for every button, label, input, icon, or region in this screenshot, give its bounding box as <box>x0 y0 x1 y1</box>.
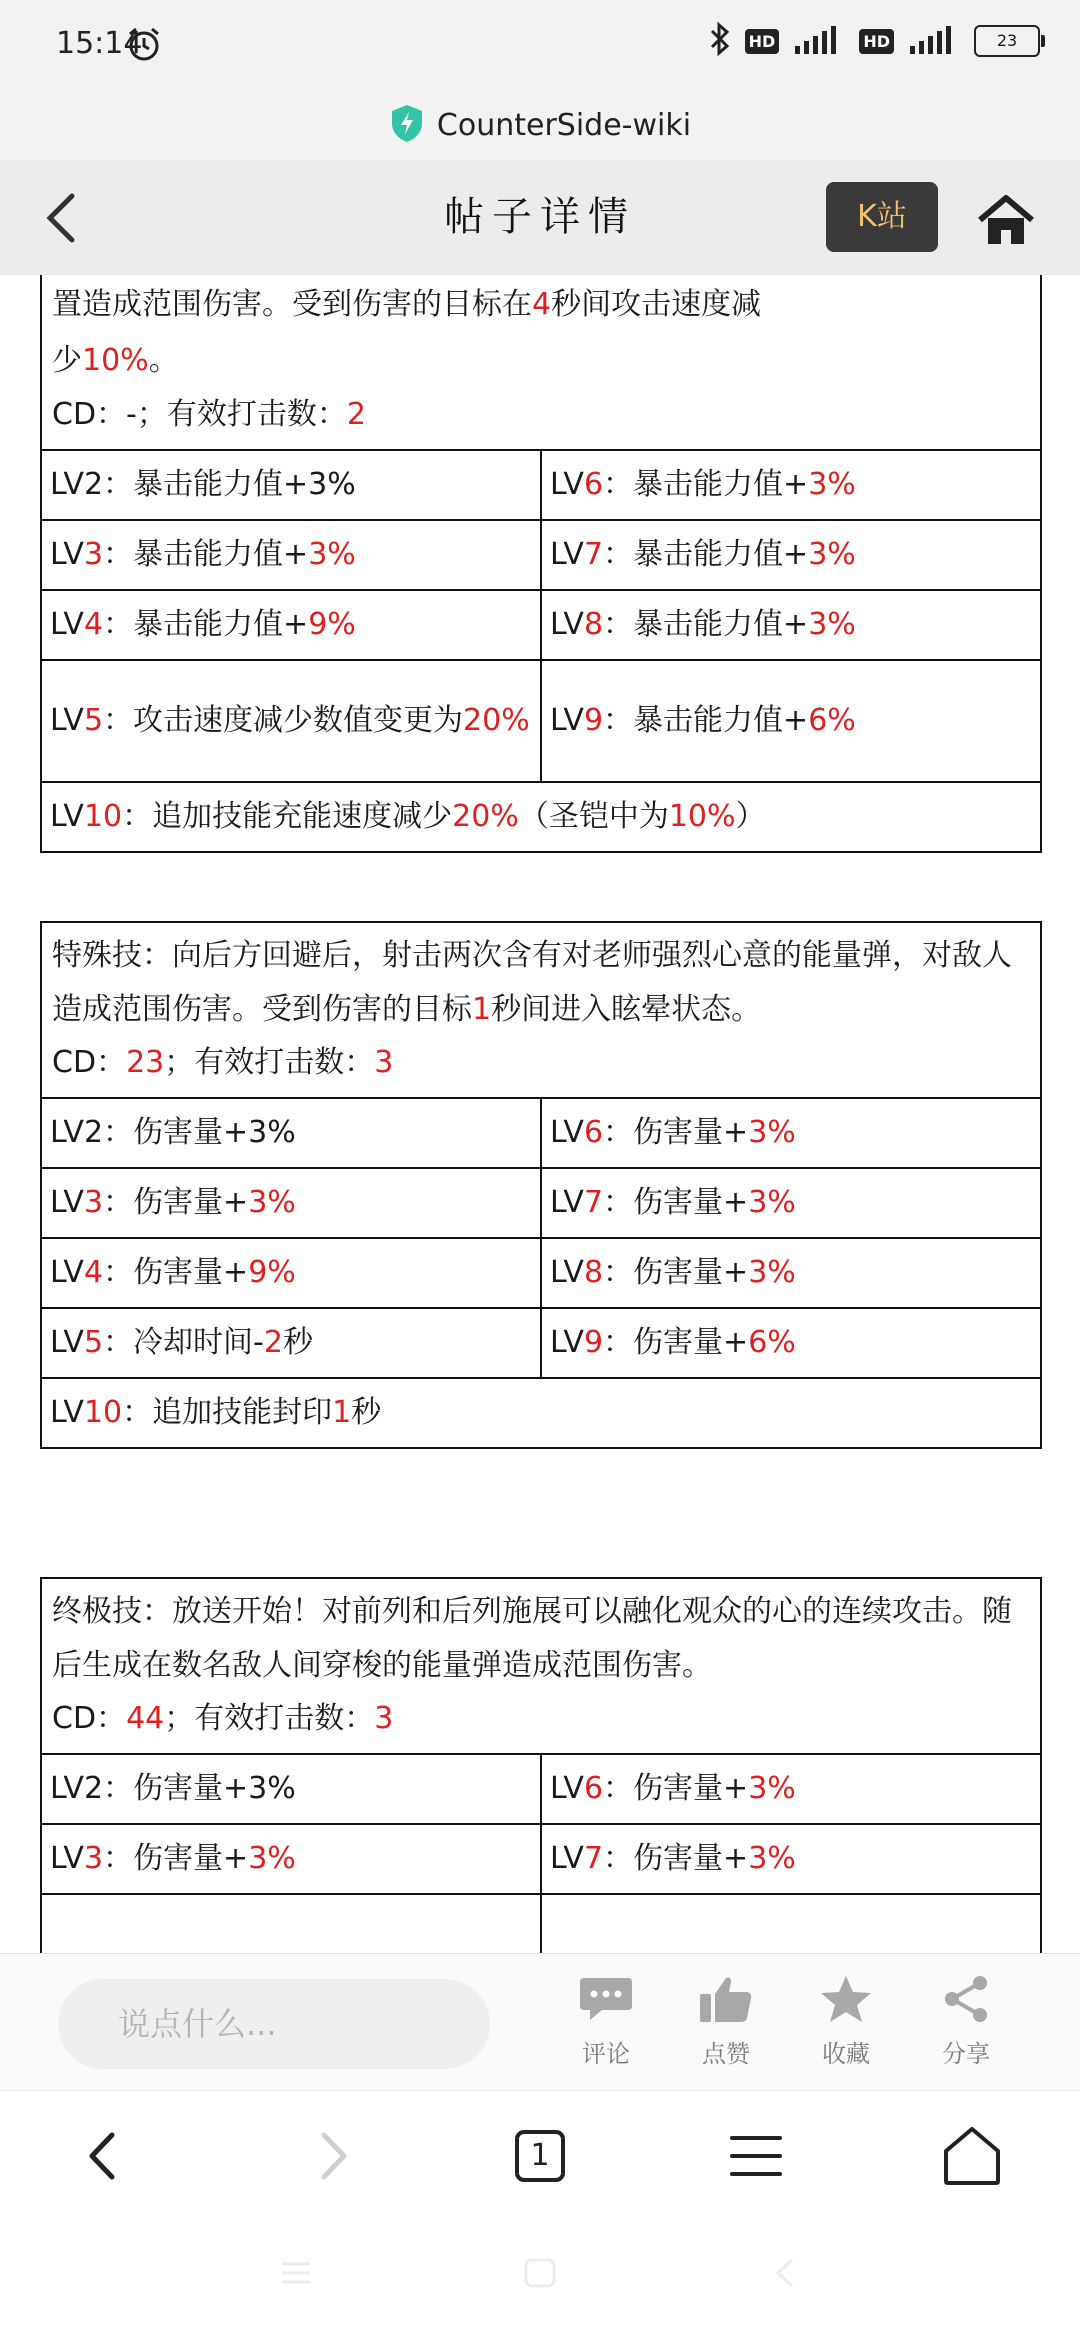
skill-description: 特殊技：向后方回避后，射击两次含有对老师强烈心意的能量弹，对敌人造成范围伤害。受到伤害的目标1秒间进入眩晕状态。 CD：23；有效打击数：3 <box>41 922 1041 1098</box>
skill-table-1 <box>40 275 1042 853</box>
page-title: 帖子详情 <box>444 194 636 240</box>
site-bar <box>0 90 1080 160</box>
thumbs-up-icon <box>698 2009 754 2028</box>
like-label: 点赞 <box>702 2040 750 2068</box>
system-nav-bar <box>0 2220 1080 2340</box>
signal-icon <box>793 22 845 60</box>
skill-table-2 <box>40 921 1042 1449</box>
battery-indicator: 23 <box>974 25 1040 57</box>
status-time: 15:14 <box>56 26 143 61</box>
comment-label: 评论 <box>582 2040 630 2068</box>
post-content <box>0 275 1080 1953</box>
table-row: LV10：追加技能封印1秒 <box>41 1378 1041 1448</box>
browser-toolbar <box>0 2090 1080 2221</box>
hd-badge-2: HD <box>859 29 894 54</box>
browser-forward-button[interactable] <box>290 2121 370 2191</box>
favorite-label: 收藏 <box>822 2040 870 2068</box>
home-button[interactable] <box>976 192 1036 252</box>
hd-badge: HD <box>745 29 780 54</box>
table-row: LV2：伤害量+3% LV6：伤害量+3% <box>41 1098 1041 1168</box>
site-title: CounterSide-wiki <box>436 107 692 143</box>
status-bar <box>0 0 1080 90</box>
skill-description: 置造成范围伤害。受到伤害的目标在4秒间攻击速度减 少10%。 CD：-；有效打击数：2 <box>41 275 1041 450</box>
table-row: LV3：伤害量+3% LV7：伤害量+3% <box>41 1168 1041 1238</box>
skill-table-3 <box>40 1577 1042 1953</box>
back-nav-icon[interactable] <box>770 2256 800 2294</box>
page-header <box>0 160 1080 275</box>
like-button[interactable] <box>676 1974 776 2069</box>
tab-count: 1 <box>530 2138 550 2173</box>
browser-back-button[interactable] <box>66 2121 146 2191</box>
share-button[interactable] <box>916 1974 1016 2069</box>
cooldown-line: CD：44；有效打击数：3 <box>52 1701 394 1736</box>
alarm-icon <box>124 24 164 68</box>
cooldown-line: CD：23；有效打击数：3 <box>52 1045 394 1080</box>
comment-button[interactable] <box>556 1974 656 2069</box>
share-icon <box>938 2009 994 2028</box>
menu-button[interactable] <box>716 2121 796 2191</box>
back-button[interactable] <box>34 188 94 248</box>
table-row: LV5：攻击速度减少数值变更为20% LV9：暴击能力值+6% <box>41 660 1041 782</box>
table-row: LV3：伤害量+3% LV7：伤害量+3% <box>41 1824 1041 1894</box>
table-row <box>41 1894 1041 1953</box>
cooldown-line: CD：-；有效打击数：2 <box>52 397 366 432</box>
k-site-button[interactable]: K站 <box>826 182 938 252</box>
table-row: LV2：暴击能力值+3% LV6：暴击能力值+3% <box>41 450 1041 520</box>
recents-icon[interactable] <box>278 2258 314 2292</box>
table-row: LV3：暴击能力值+3% LV7：暴击能力值+3% <box>41 520 1041 590</box>
favorite-button[interactable] <box>796 1974 896 2069</box>
table-row: LV4：伤害量+9% LV8：伤害量+3% <box>41 1238 1041 1308</box>
site-logo-icon <box>389 103 425 147</box>
table-row: LV5：冷却时间-2秒 LV9：伤害量+6% <box>41 1308 1041 1378</box>
status-icons <box>709 22 1040 60</box>
table-row: LV10：追加技能充能速度减少20%（圣铠中为10%） <box>41 782 1041 852</box>
table-row: LV2：伤害量+3% LV6：伤害量+3% <box>41 1754 1041 1824</box>
signal-icon-2 <box>908 22 960 60</box>
tabs-button[interactable] <box>500 2121 580 2191</box>
table-row: LV4：暴击能力值+9% LV8：暴击能力值+3% <box>41 590 1041 660</box>
star-icon <box>818 2009 874 2028</box>
comment-input[interactable]: 说点什么... <box>58 1979 490 2069</box>
comment-bar <box>0 1953 1080 2091</box>
skill-description: 终极技：放送开始！对前列和后列施展可以融化观众的心的连续攻击。随后生成在数名敌人间穿梭的能量弹造成范围伤害。 CD：44；有效打击数：3 <box>41 1578 1041 1754</box>
comment-icon <box>578 2009 634 2028</box>
bluetooth-icon <box>709 22 731 60</box>
browser-home-button[interactable] <box>932 2121 1012 2191</box>
home-nav-icon[interactable] <box>522 2256 558 2294</box>
share-label: 分享 <box>942 2040 990 2068</box>
